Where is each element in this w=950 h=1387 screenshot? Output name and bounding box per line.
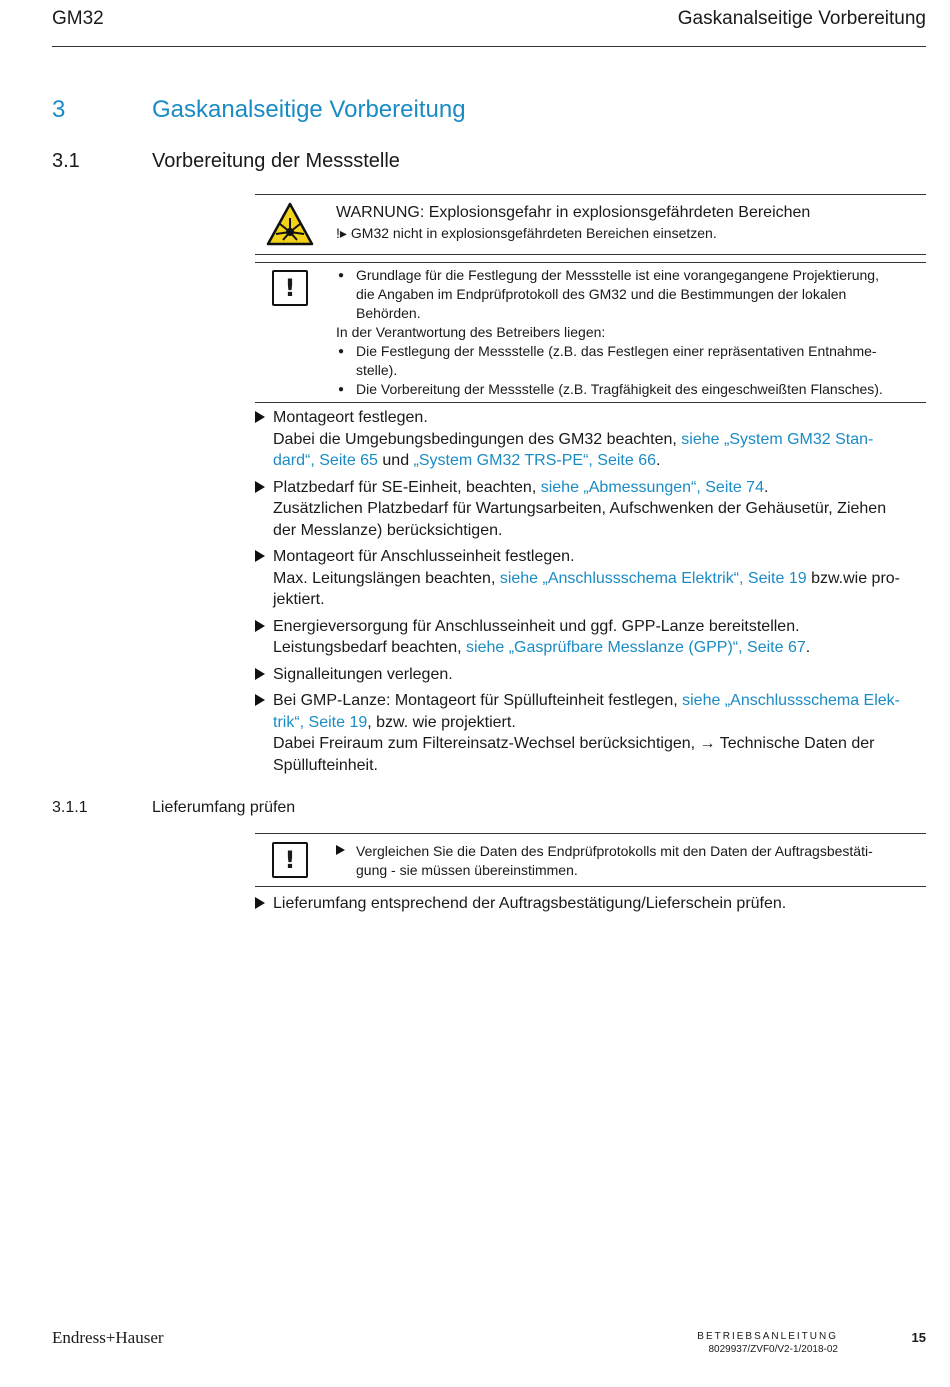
chapter-number: 3 [52,96,66,123]
step-4-line-2 [273,637,927,659]
warning-text: GM32 nicht in explosionsgefährdeten Bereichen einsetzen. [350,225,717,241]
step-6-suffix: , bzw. wie projektiert. [367,713,516,731]
link-abmessungen[interactable]: siehe „Abmessungen“, Seite 74 [540,478,764,496]
step-4-end: . [805,639,811,656]
step-5 [255,664,927,686]
footer-doc-id: 8029937/ZVF0/V2-1/2018-02 [708,1344,838,1355]
final-step-text: Lieferumfang entsprechend der Auftragsbestätigung/Lieferschein prüfen. [273,895,787,912]
step-4-line-1: Energieversorgung für Anschlusseinheit und ggf. GPP-Lanze bereitstellen. [273,617,800,635]
subsection-number: 3.1.1 [52,799,88,816]
step-6-reference: Technische Daten der [715,735,875,752]
link-system-gm32-trs-pe[interactable]: „System GM32 TRS-PE“, Seite 66 [413,452,656,469]
step-1-conjunction: und [377,452,414,469]
step-3-line-2 [273,568,927,590]
note1-bullet-1 [336,266,926,323]
note2-line-2: gung - sie müssen übereinstimmen. [356,862,578,878]
note1-text [336,266,926,399]
step-3-suffix: bzw.wie pro- [806,569,900,587]
footer-doc-type: BETRIEBSANLEITUNG [697,1331,838,1342]
step-2-end: . [763,478,769,496]
step-arrow-icon [336,845,345,855]
step-1-line-1: Montageort festlegen. [273,409,428,426]
step-2-line-1 [273,477,927,499]
step-2 [255,477,927,542]
chapter-title: Gaskanalseitige Vorbereitung [152,96,466,123]
warning-heading: WARNUNG: Explosionsgefahr in explosionsgefährdeten Bereichen [336,204,811,221]
note1-bullet-3: ● Die Vorbereitung der Messstelle (z.B. Tragfähigkeit des eingeschweißten Flansches). [336,380,926,399]
step-7 [255,893,927,915]
warning-rule-bottom [255,254,926,255]
explosion-warning-icon [266,202,314,246]
step-6-line-1 [273,690,927,712]
link-anschlussschema-elektrik[interactable]: siehe „Anschlussschema Elektrik“, Seite 19 [499,569,807,587]
brand-logo: Endress+Hauser [52,1328,164,1347]
step-2-line-2: Zusätzlichen Platzbedarf für Wartungsarbeiten, Aufschwenken der Gehäusetür, Ziehen [273,500,887,517]
step-1-end: . [656,452,661,469]
step-arrow-icon [255,411,265,423]
step-3-line-3: jektiert. [273,591,325,608]
step-2-line-3: der Messlanze) berücksichtigen. [273,521,503,539]
warning-prefix: !▸ [336,225,347,241]
link-gaspruefbare-messlanze[interactable]: siehe „Gasprüfbare Messlanze (GPP)“, Seite 67 [466,639,806,656]
link-anschlussschema-elektrik-2-cont[interactable]: trik“, Seite 19 [273,713,368,731]
exclamation-note-icon: ! [272,270,308,306]
step-4-text: Leistungsbedarf beachten, [273,639,467,656]
step-arrow-icon [255,481,265,493]
step-6-line-3 [273,733,927,755]
note1-bullet-2 [336,342,926,380]
step-1-line-3 [273,450,927,472]
note1-rule-top [255,262,926,263]
step-1 [255,407,927,472]
page-number: 15 [911,1330,926,1345]
note2-step [336,842,926,880]
note1-intro: In der Verantwortung des Betreibers liegen: [336,324,606,340]
step-2-text: Platzbedarf für SE-Einheit, beachten, [273,478,541,496]
step-arrow-icon [255,668,265,680]
note1-bullet-2-line-2: stelle). [356,362,398,378]
step-1-text: Dabei die Umgebungsbedingungen des GM32 beachten, [273,430,682,448]
step-arrow-icon [255,694,265,706]
section-number: 3.1 [52,150,80,172]
step-arrow-icon [255,897,265,909]
note2-rule-top [255,833,926,834]
step-6-freiraum: Dabei Freiraum zum Filtereinsatz-Wechsel berücksichtigen, [273,735,700,752]
note1-bullet-1-line-1: ● Grundlage für die Festlegung der Messstelle ist eine vorangegangene Projektierung, [356,267,879,283]
note1-rule-bottom [255,402,926,403]
step-6-text: Bei GMP-Lanze: Montageort für Spüllufteinheit festlegen, [273,692,683,709]
final-step [255,893,927,920]
header-chapter-title: Gaskanalseitige Vorbereitung [677,8,926,29]
step-1-line-2 [273,429,927,451]
step-4 [255,616,927,659]
note1-bullet-1-line-3: Behörden. [356,305,421,321]
warning-rule-top [255,194,926,195]
step-6-line-2 [273,712,927,734]
header-product: GM32 [52,8,104,29]
link-system-gm32-standard-cont[interactable]: dard“, Seite 65 [273,452,378,469]
note2-line-1: Vergleichen Sie die Daten des Endprüfprotokolls mit den Daten der Auftragsbestäti- [356,843,873,859]
step-arrow-icon [255,550,265,562]
exclamation-note-icon-2: ! [272,842,308,878]
subsection-title: Lieferumfang prüfen [152,799,296,816]
warning-instruction [336,225,717,242]
note2-text [336,842,926,880]
link-system-gm32-standard[interactable]: siehe „System GM32 Stan- [681,430,874,448]
step-6-line-4: Spüllufteinheit. [273,756,378,774]
step-6 [255,690,927,776]
note2-rule-bottom [255,886,926,887]
reference-arrow-icon: → [699,735,716,752]
note1-bullet-1-line-2: die Angaben im Endprüfprotokoll des GM32 und die Bestimmungen der lokalen [356,286,847,302]
step-3 [255,546,927,611]
step-3-line-1: Montageort für Anschlusseinheit festlegen. [273,548,575,565]
step-5-line-1: Signalleitungen verlegen. [273,665,453,683]
step-arrow-icon [255,620,265,632]
step-list [255,407,927,781]
header-rule [52,46,926,47]
link-anschlussschema-elektrik-2[interactable]: siehe „Anschlussschema Elek- [682,692,900,709]
note1-bullet-2-line-1: ● Die Festlegung der Messstelle (z.B. das Festlegen einer repräsentativen Entnahme- [356,343,877,359]
section-title: Vorbereitung der Messstelle [152,150,400,172]
step-3-text: Max. Leitungslängen beachten, [273,569,500,587]
